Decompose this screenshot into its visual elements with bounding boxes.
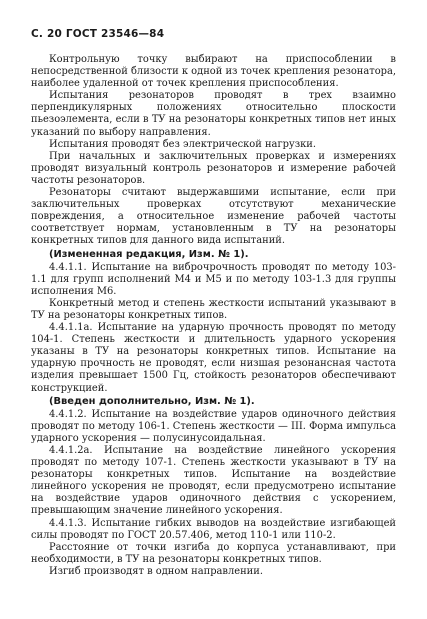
paragraph-control-point: Контрольную точку выбирают на приспособлении в непосредственной близости к одной из точек крепления резонатора, наиболее удаленной от точек крепления приспособления.: [31, 54, 396, 90]
document-page: [31, 28, 396, 578]
paragraph-no-load: Испытания проводят без электрической нагрузки.: [49, 138, 317, 150]
clause-4-4-1-2: 4.4.1.2. Испытание на воздействие ударов одиночного действия проводят по методу 106-1. Степень жесткости — III. Форма импульса ударного ускорения — полусинусоидальная.: [31, 408, 396, 444]
clause-4-4-1-1a: 4.4.1.1а. Испытание на ударную прочность проводят по методу 104-1. Степень жесткости и длительность ударного ускорения указаны в ТУ на резонаторы конкретных типов. Испытание на ударную прочность не проводят, если низшая резонансная частота изделия превышает 1500 Гц, стойкость резонаторов обеспечивают конструкцией.: [31, 322, 396, 394]
clause-4-4-1-2a: 4.4.1.2а. Испытание на воздействие линейного ускорения проводят по методу 107-1. Степень жесткости указывают в ТУ на резонаторы конкретных типов. Испытание на воздействие линейного ускорения не проводят, если предусмотрено испытание на воздействие ударов одиночного действия с ускорением, превышающим значение линейного ускорения.: [31, 445, 396, 517]
clause-4-4-1-1: 4.4.1.1. Испытание на виброчрочность проводят по методу 103-1.1 для групп исполнений М4 и М5 и по методу 103-1.3 для группы исполнения М6.: [31, 261, 396, 297]
paragraph-visual-control: При начальных и заключительных проверках и измерениях проводят визуальный контроль резонаторов и измерение рабочей частоты резонаторов.: [31, 150, 396, 186]
amendment-note-1: (Измененная редакция, Изм. № 1).: [49, 248, 249, 260]
paragraph-specific-method: Конкретный метод и степень жесткости испытаний указывают в ТУ на резонаторы конкретных типов.: [31, 297, 396, 321]
clause-4-4-1-3: 4.4.1.3. Испытание гибких выводов на воздействие изгибающей силы проводят по ГОСТ 20.57.406, метод 110-1 или 110-2.: [31, 517, 396, 541]
paragraph-test-positions: Испытания резонаторов проводят в трех взаимно перпендикулярных положениях относительно плоскости пьезоэлемента, если в ТУ на резонаторы конкретных типов нет иных указаний по выбору направления.: [31, 90, 396, 138]
page-header: С. 20 ГОСТ 23546—84: [31, 28, 165, 40]
amendment-note-2: (Введен дополнительно, Изм. № 1).: [49, 395, 255, 407]
paragraph-bend-distance: Расстояние от точки изгиба до корпуса устанавливают, при необходимости, в ТУ на резонаторы конкретных типов.: [31, 541, 396, 565]
paragraph-pass-criteria: Резонаторы считают выдержавшими испытание, если при заключительных проверках отсутствуют механические повреждения, а относительное изменение рабочей частоты соответствует нормам, установленным в ТУ на резонаторы конкретных типов для данного вида испытаний.: [31, 187, 396, 247]
paragraph-bend-direction: Изгиб производят в одном направлении.: [49, 565, 263, 577]
